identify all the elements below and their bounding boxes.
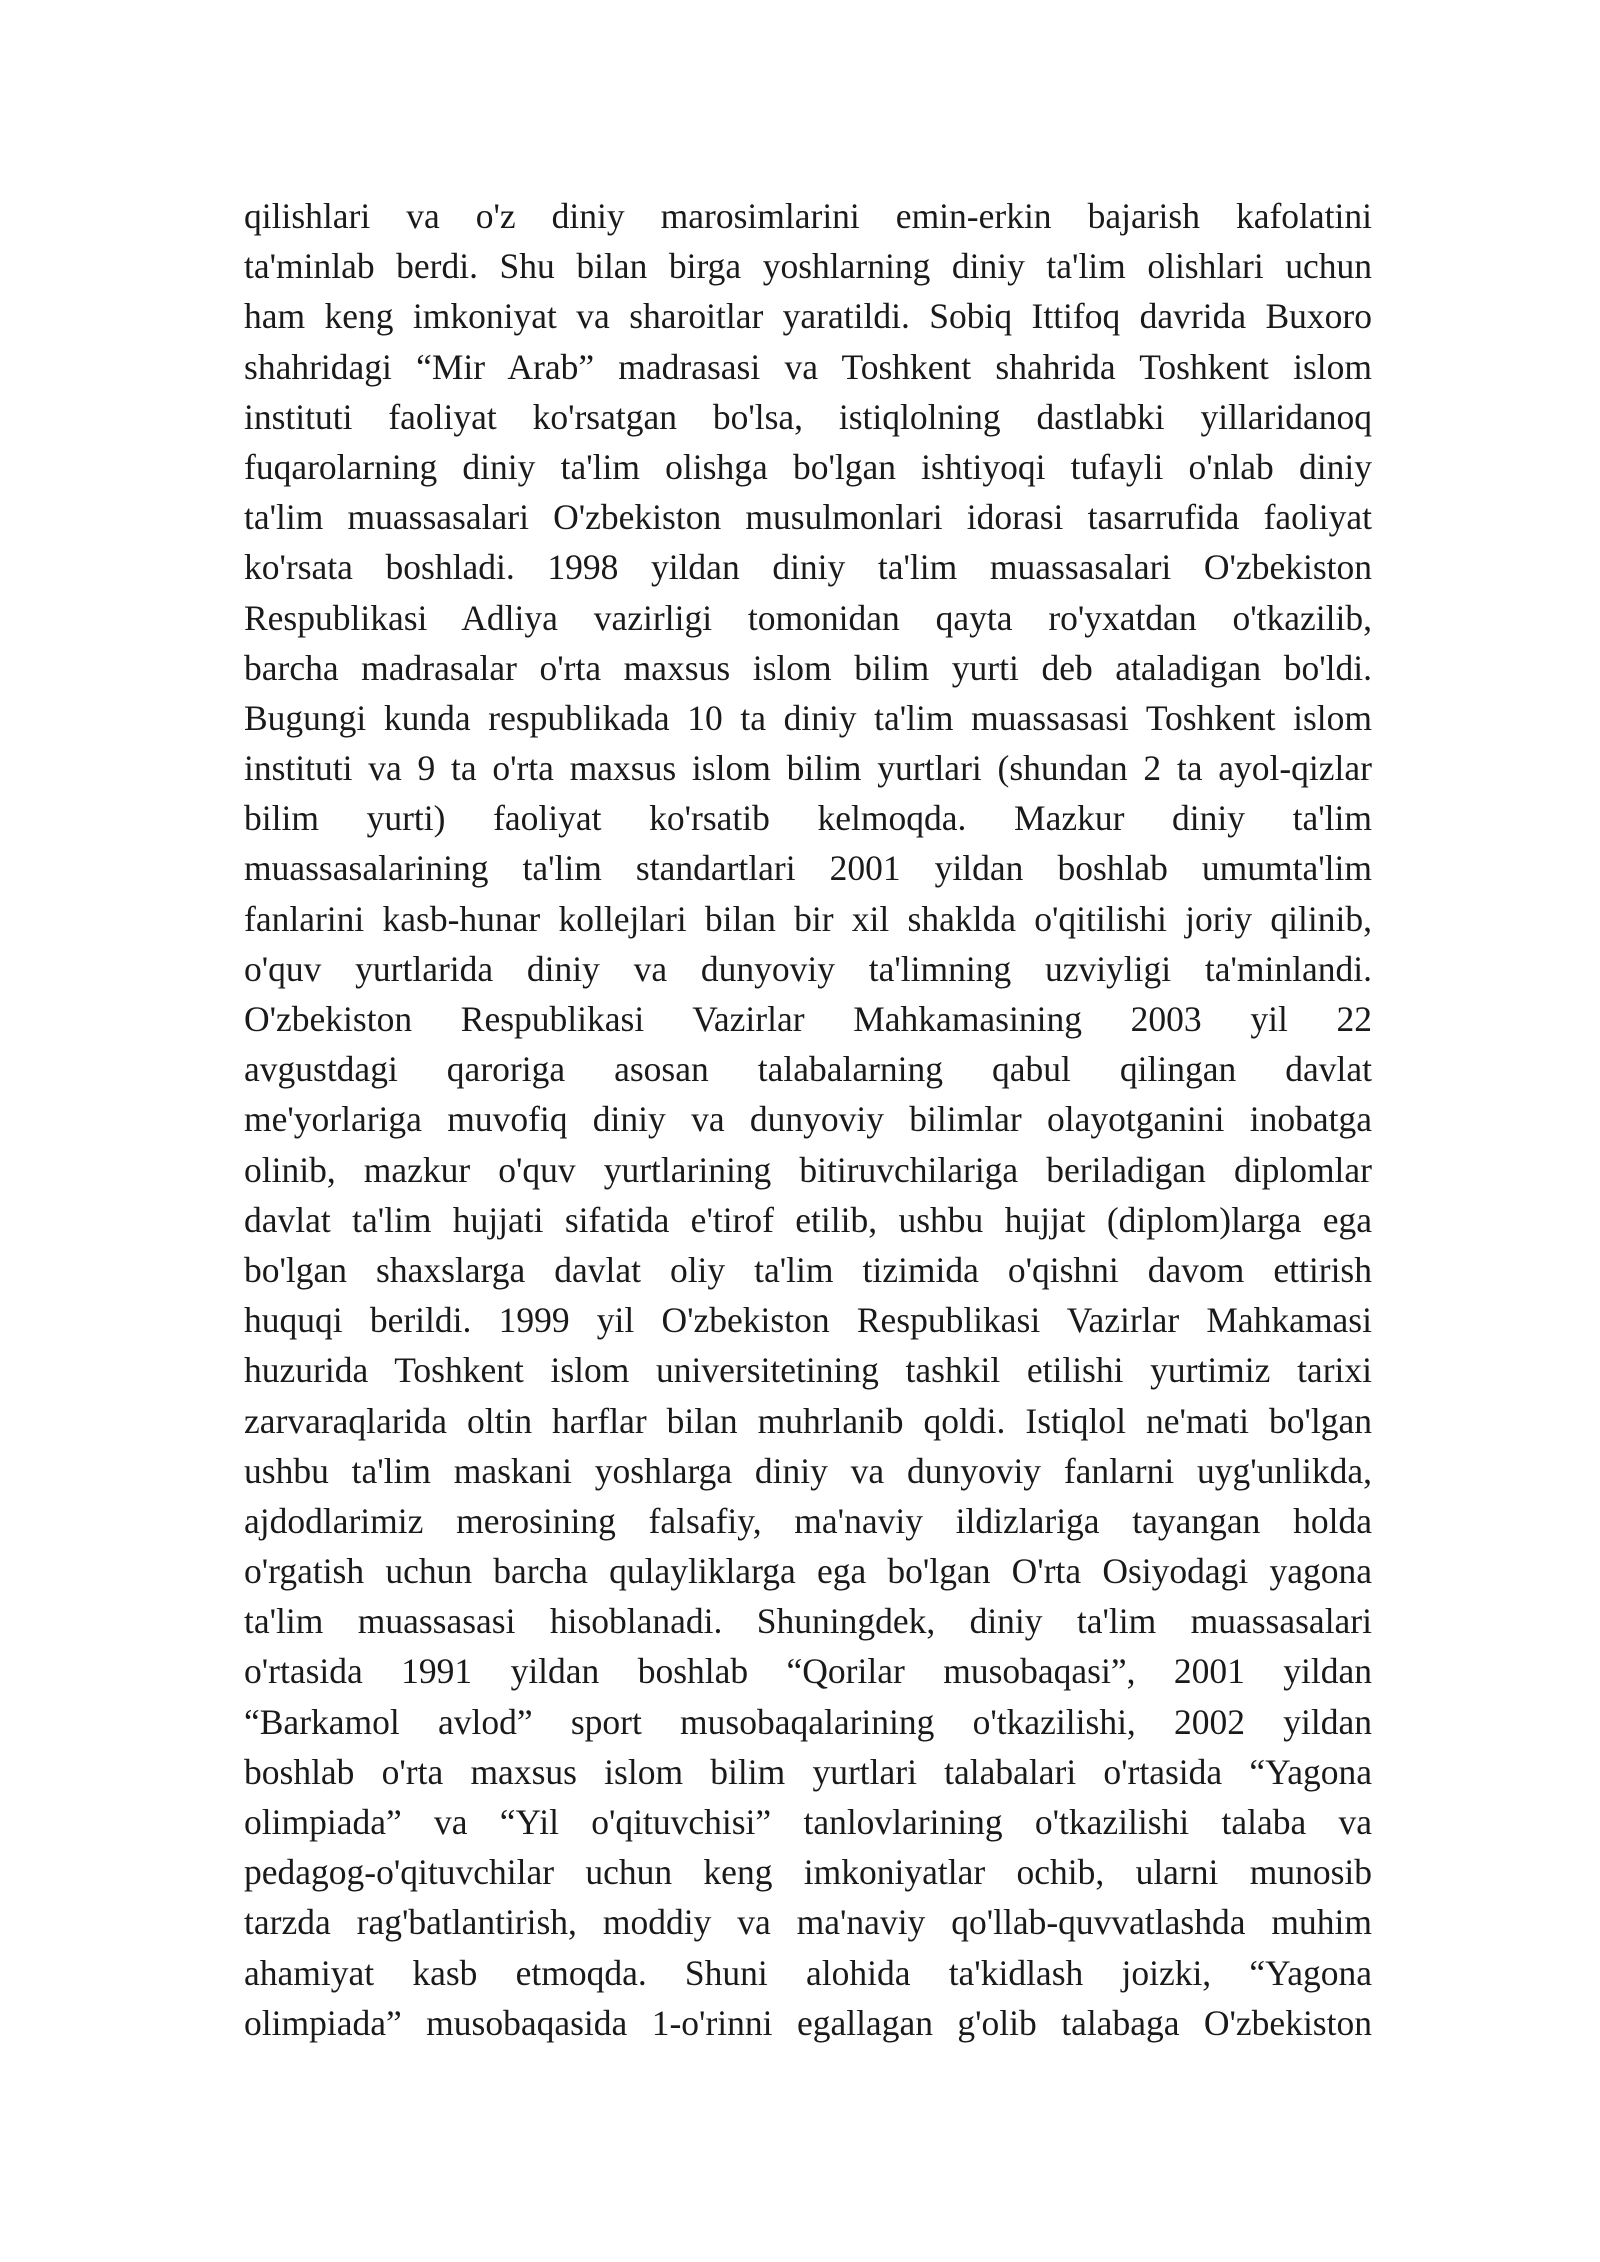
text-line: olimpiada” musobaqasida 1-o'rinni egallagan g'olib talabaga O'zbekiston	[244, 2002, 1372, 2043]
text-line: ta'minlab berdi. Shu bilan birga yoshlarning diniy ta'lim olishlari uchun	[244, 246, 1372, 287]
text-line: avgustdagi qaroriga asosan talabalarning qabul qilingan davlat	[244, 1049, 1372, 1090]
text-line: me'yorlariga muvofiq diniy va dunyoviy bilimlar olayotganini inobatga	[244, 1099, 1372, 1140]
text-line: olimpiada” va “Yil o'qituvchisi” tanlovlarining o'tkazilishi talaba va	[244, 1802, 1372, 1842]
text-line: instituti va 9 ta o'rta maxsus islom bilim yurtlari (shundan 2 ta ayol-qizlar	[244, 748, 1372, 789]
text-line: barcha madrasalar o'rta maxsus islom bilim yurti deb ataladigan bo'ldi.	[244, 647, 1372, 688]
text-line: muassasalarining ta'lim standartlari 2001 yildan boshlab umumta'lim	[244, 848, 1372, 889]
text-line: zarvaraqlarida oltin harflar bilan muhrlanib qoldi. Istiqlol ne'mati bo'lgan	[244, 1400, 1372, 1441]
text-line: shahridagi “Mir Arab” madrasasi va Toshkent shahrida Toshkent islom	[244, 346, 1372, 387]
text-line: huquqi berildi. 1999 yil O'zbekiston Respublikasi Vazirlar Mahkamasi	[244, 1300, 1372, 1341]
text-line: o'rtasida 1991 yildan boshlab “Qorilar musobaqasi”, 2001 yildan	[244, 1651, 1372, 1692]
text-line: Bugungi kunda respublikada 10 ta diniy ta'lim muassasasi Toshkent islom	[244, 697, 1372, 738]
body-text	[244, 191, 1372, 2048]
text-line: “Barkamol avlod” sport musobaqalarining o'tkazilishi, 2002 yildan	[244, 1701, 1372, 1742]
text-line: ta'lim muassasasi hisoblanadi. Shuningdek, diniy ta'lim muassasalari	[244, 1601, 1372, 1642]
text-line: ushbu ta'lim maskani yoshlarga diniy va dunyoviy fanlarni uyg'unlikda,	[244, 1450, 1372, 1491]
text-line: davlat ta'lim hujjati sifatida e'tirof etilib, ushbu hujjat (diplom)larga ega	[244, 1199, 1372, 1240]
text-line: pedagog-o'qituvchilar uchun keng imkoniyatlar ochib, ularni munosib	[244, 1852, 1372, 1893]
text-line: olinib, mazkur o'quv yurtlarining bitiruvchilariga beriladigan diplomlar	[244, 1149, 1372, 1190]
text-line: fuqarolarning diniy ta'lim olishga bo'lgan ishtiyoqi tufayli o'nlab diniy	[244, 446, 1372, 487]
text-line: ham keng imkoniyat va sharoitlar yaratildi. Sobiq Ittifoq davrida Buxoro	[244, 296, 1372, 337]
text-line: ahamiyat kasb etmoqda. Shuni alohida ta'kidlash joizki, “Yagona	[244, 1952, 1372, 1993]
text-line: qilishlari va o'z diniy marosimlarini emin-erkin bajarish kafolatini	[244, 196, 1372, 236]
text-line: bo'lgan shaxslarga davlat oliy ta'lim tizimida o'qishni davom ettirish	[244, 1249, 1372, 1290]
text-line: boshlab o'rta maxsus islom bilim yurtlari talabalari o'rtasida “Yagona	[244, 1751, 1372, 1792]
text-line: huzurida Toshkent islom universitetining tashkil etilishi yurtimiz tarixi	[244, 1350, 1372, 1391]
text-line: fanlarini kasb-hunar kollejlari bilan bir xil shaklda o'qitilishi joriy qilinib,	[244, 898, 1372, 939]
text-line: ta'lim muassasalari O'zbekiston musulmonlari idorasi tasarrufida faoliyat	[244, 497, 1372, 538]
text-line: ko'rsata boshladi. 1998 yildan diniy ta'lim muassasalari O'zbekiston	[244, 547, 1372, 588]
text-line: O'zbekiston Respublikasi Vazirlar Mahkamasining 2003 yil 22	[244, 999, 1372, 1039]
text-line: o'rgatish uchun barcha qulayliklarga ega bo'lgan O'rta Osiyodagi yagona	[244, 1551, 1372, 1592]
text-line: ajdodlarimiz merosining falsafiy, ma'naviy ildizlariga tayangan holda	[244, 1500, 1372, 1541]
text-line: Respublikasi Adliya vazirligi tomonidan qayta ro'yxatdan o'tkazilib,	[244, 597, 1372, 638]
text-line: instituti faoliyat ko'rsatgan bo'lsa, istiqlolning dastlabki yillaridanoq	[244, 396, 1372, 437]
text-line: tarzda rag'batlantirish, moddiy va ma'naviy qo'llab-quvvatlashda muhim	[244, 1902, 1372, 1943]
text-line: o'quv yurtlarida diniy va dunyoviy ta'limning uzviyligi ta'minlandi.	[244, 948, 1372, 989]
text-line: bilim yurti) faoliyat ko'rsatib kelmoqda. Mazkur diniy ta'lim	[244, 798, 1372, 839]
